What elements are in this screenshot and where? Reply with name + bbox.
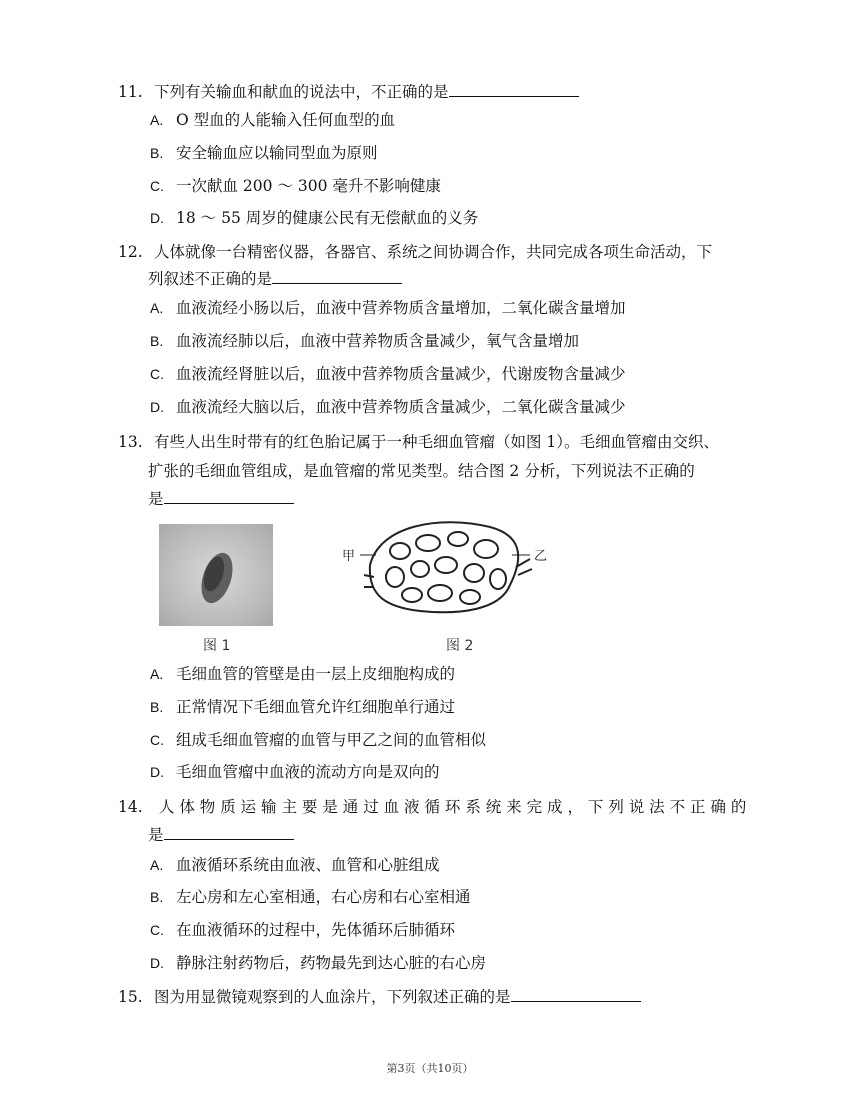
question-11: [118, 82, 579, 102]
option-a: A. 血液循环系统由血液、血管和心脏组成: [150, 856, 440, 874]
option-b: B. 正常情况下毛细血管允许红细胞单行通过: [150, 698, 456, 716]
option-b: B. 左心房和左心室相通，右心房和右心室相通: [150, 888, 471, 906]
option-a: A. O 型血的人能输入任何血型的血: [150, 111, 396, 129]
question-stem: 人 体 物 质 运 输 主 要 是 通 过 血 液 循 环 系 统 来 完 成 ， 下 列 说 法 不 正 确 的: [154, 798, 747, 816]
figure-2-caption: 图 2: [446, 638, 474, 654]
option-d: D. 毛细血管瘤中血液的流动方向是双向的: [150, 763, 440, 781]
page-footer: 第3页（共10页）: [386, 1062, 474, 1075]
question-stem-continued: 是: [148, 825, 294, 845]
question-stem: 图为用显微镜观察到的人血涂片，下列叙述正确的是: [154, 988, 511, 1006]
question-14: [118, 797, 746, 817]
question-number: 14.: [118, 798, 143, 816]
birthmark-photo: [159, 524, 273, 626]
birthmark-image: [159, 524, 273, 626]
question-number: 13.: [118, 433, 143, 451]
option-a: A. 血液流经小肠以后，血液中营养物质含量增加，二氧化碳含量增加: [150, 299, 626, 317]
answer-blank[interactable]: [449, 82, 579, 97]
option-b: B. 安全输血应以输同型血为原则: [150, 144, 378, 162]
question-number: 11.: [118, 83, 143, 101]
label-yi: 乙: [534, 549, 548, 564]
option-a: A. 毛细血管的管壁是由一层上皮细胞构成的: [150, 665, 456, 683]
option-c: C. 血液流经肾脏以后，血液中营养物质含量减少，代谢废物含量减少: [150, 365, 626, 383]
option-c: C. 组成毛细血管瘤的血管与甲乙之间的血管相似: [150, 731, 487, 749]
option-d: D. 血液流经大脑以后，血液中营养物质含量减少，二氧化碳含量减少: [150, 398, 626, 416]
question-stem-continued: 是: [148, 489, 294, 509]
answer-blank[interactable]: [164, 489, 294, 504]
question-stem: 人体就像一台精密仪器，各器官、系统之间协调合作，共同完成各项生命活动，下: [154, 243, 713, 261]
option-d: D. 18 ～ 55 周岁的健康公民有无偿献血的义务: [150, 209, 479, 227]
question-stem: 有些人出生时带有的红色胎记属于一种毛细血管瘤（如图 1）。毛细血管瘤由交织、: [154, 433, 720, 451]
question-15: [118, 987, 641, 1007]
question-stem-continued: 列叙述不正确的是: [148, 269, 402, 289]
option-b: B. 血液流经肺以后，血液中营养物质含量减少，氧气含量增加: [150, 332, 580, 350]
question-13: [118, 432, 719, 452]
capillary-network-diagram: [340, 515, 552, 625]
label-jia: 甲: [342, 549, 356, 564]
question-stem: 下列有关输血和献血的说法中，不正确的是: [154, 83, 449, 101]
figure-1-caption: 图 1: [203, 638, 231, 654]
option-d: D. 静脉注射药物后，药物最先到达心脏的右心房: [150, 954, 487, 972]
question-12: [118, 242, 712, 262]
option-c: C. 一次献血 200 ～ 300 毫升不影响健康: [150, 177, 441, 195]
question-number: 12.: [118, 243, 143, 261]
answer-blank[interactable]: [164, 825, 294, 840]
answer-blank[interactable]: [511, 987, 641, 1002]
option-c: C. 在血液循环的过程中，先体循环后肺循环: [150, 921, 456, 939]
question-number: 15.: [118, 988, 143, 1006]
question-stem-continued: 扩张的毛细血管组成，是血管瘤的常见类型。结合图 2 分析，下列说法不正确的: [148, 462, 695, 480]
answer-blank[interactable]: [272, 269, 402, 284]
